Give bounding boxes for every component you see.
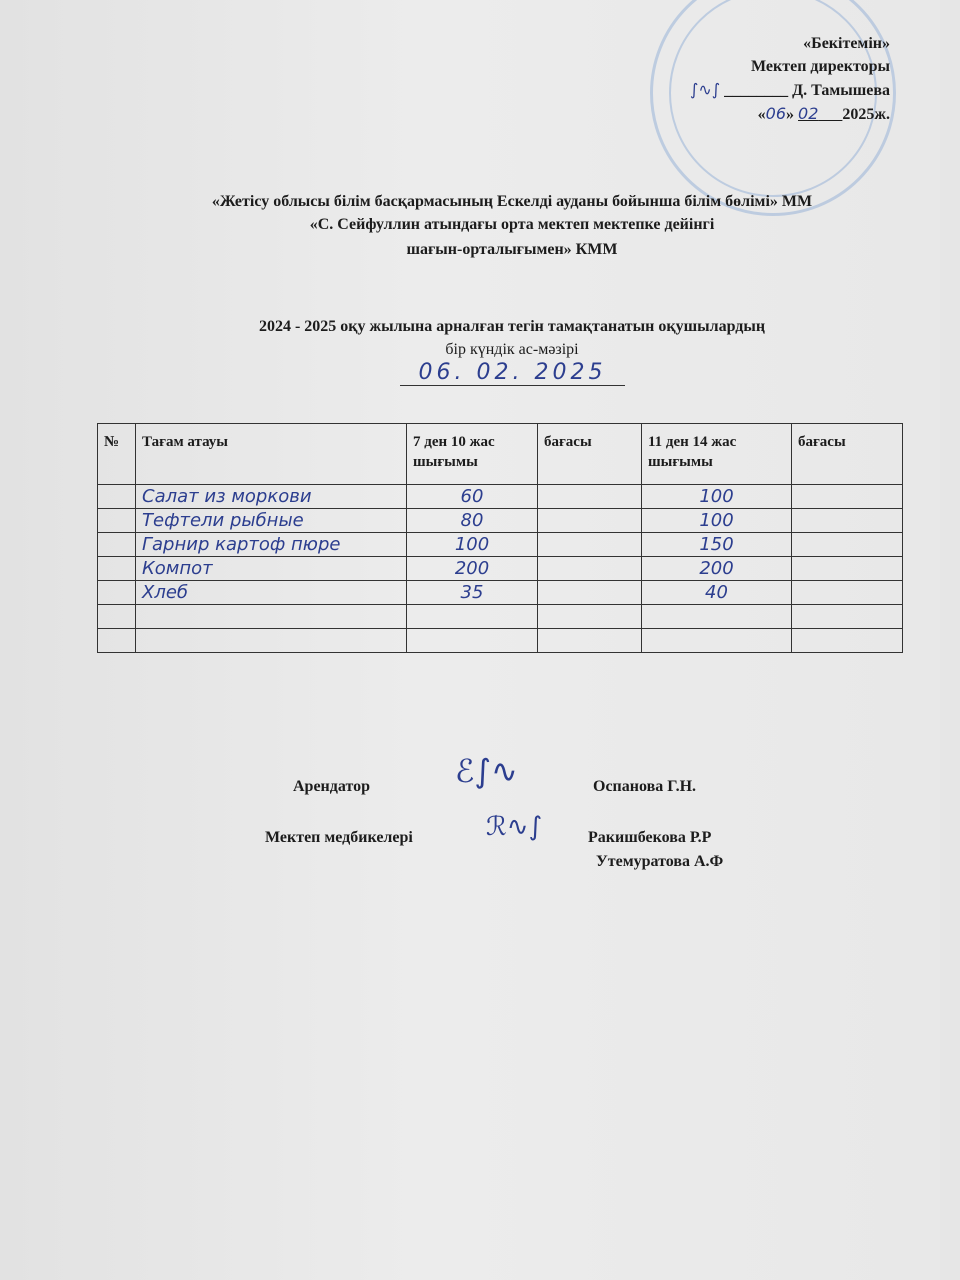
dish-name: Компот <box>136 557 407 581</box>
table-row <box>98 629 903 653</box>
approval-block <box>690 32 890 126</box>
director-name: Д. Тамышева <box>792 82 890 99</box>
col-dish-name: Тағам атауы <box>136 424 407 485</box>
org-line-2: «С. Сейфуллин атындағы орта мектеп мектепке дейінгі <box>309 216 715 233</box>
col-yield-11-14: 11 ден 14 жас шығымы <box>642 424 792 485</box>
tenant-signature: ℰ∫∿ <box>455 752 518 790</box>
col-number: № <box>98 424 136 485</box>
yield-7-10: 80 <box>407 509 538 533</box>
yield-11-14: 100 <box>642 509 792 533</box>
menu-title: 2024 - 2025 оқу жылына арналған тегін тамақтанатын оқушылардың <box>258 318 766 335</box>
table-row <box>98 485 903 509</box>
org-line-1: «Жетісу облысы білім басқармасының Ескелді ауданы бойынша білім бөлімі» ММ <box>211 193 813 210</box>
yield-11-14: 200 <box>642 557 792 581</box>
director-signature: ∫∿∫ <box>690 80 721 99</box>
menu-date: 06. 02. 2025 <box>400 360 625 386</box>
menu-table <box>97 423 903 653</box>
table-row <box>98 509 903 533</box>
approval-day: 06 <box>765 104 787 123</box>
approval-month: 02 <box>798 104 819 123</box>
dish-name: Тефтели рыбные <box>136 509 407 533</box>
yield-11-14: 150 <box>642 533 792 557</box>
tenant-name: Оспанова Г.Н. <box>593 778 697 795</box>
dish-name: Хлеб <box>136 581 407 605</box>
nurse-1-name: Ракишбекова Р.Р <box>588 829 712 846</box>
col-price-2: бағасы <box>792 424 903 485</box>
nurse-2-name: Утемуратова А.Ф <box>596 853 724 870</box>
table-row <box>98 581 903 605</box>
approval-year: 2025ж. <box>842 106 890 123</box>
col-yield-7-10: 7 ден 10 жас шығымы <box>407 424 538 485</box>
yield-7-10: 100 <box>407 533 538 557</box>
dish-name: Салат из моркови <box>136 485 407 509</box>
yield-7-10: 60 <box>407 485 538 509</box>
approval-position: Мектеп директоры <box>751 58 890 75</box>
table-row <box>98 557 903 581</box>
approval-title: «Бекітемін» <box>803 35 890 52</box>
yield-11-14: 100 <box>642 485 792 509</box>
nurses-label: Мектеп медбикелері <box>265 829 413 846</box>
yield-7-10: 35 <box>407 581 538 605</box>
menu-subtitle: бір күндік ас-мәзірі <box>445 341 579 358</box>
yield-11-14: 40 <box>642 581 792 605</box>
table-header-row <box>98 424 903 485</box>
nurse-signature: ℛ∿∫ <box>486 812 543 842</box>
approval-date: «06» 02 2025ж. <box>757 104 890 123</box>
table-row <box>98 605 903 629</box>
approval-signature-line: ∫∿∫ ________ Д. Тамышева <box>690 80 890 99</box>
org-line-3: шағын-орталығымен» КММ <box>406 241 618 258</box>
table-row <box>98 533 903 557</box>
dish-name: Гарнир картоф пюре <box>136 533 407 557</box>
col-price-1: бағасы <box>538 424 642 485</box>
yield-7-10: 200 <box>407 557 538 581</box>
tenant-label: Арендатор <box>293 778 370 795</box>
